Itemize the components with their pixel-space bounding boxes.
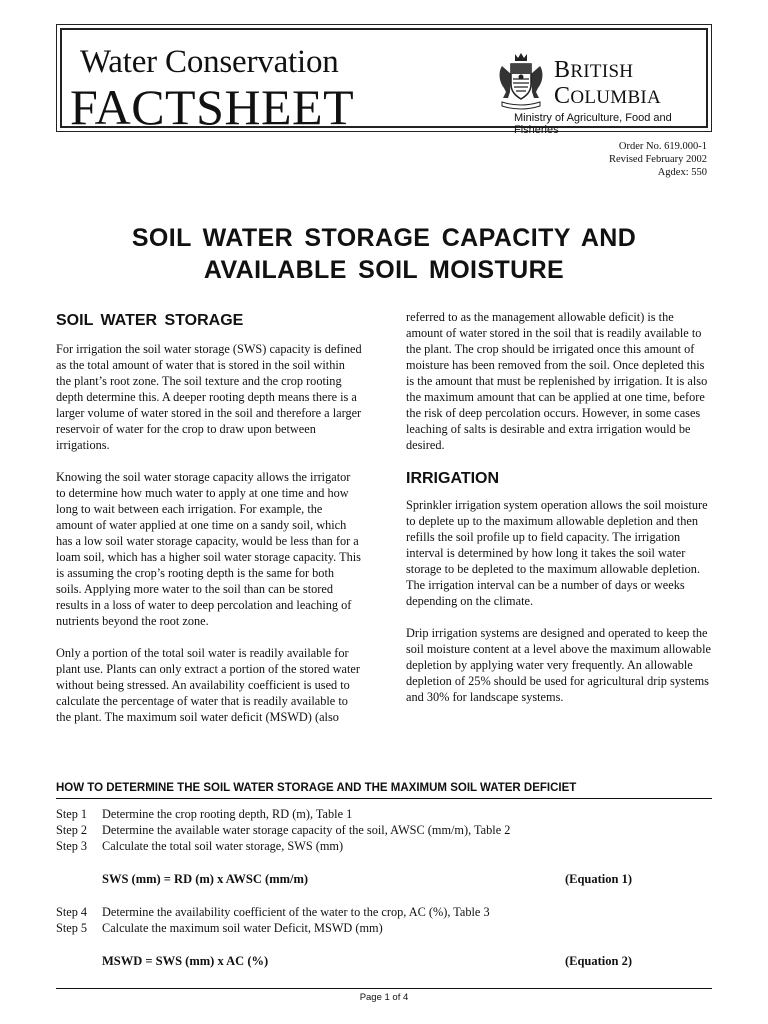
document-title <box>56 222 712 286</box>
section-heading-soil-water-storage: SOIL WATER STORAGE <box>56 312 244 329</box>
paragraph: Knowing the soil water storage capacity allows the irrigator to determine how much water to apply at one time and how long to wait between each irrigation. For example, the amount of water applied at one time on a sandy soil, which has a low soil water storage capacity, would be less than for a loam soil, which has a higher soil water storage capacity. This is assuming the crop’s rooting depth is the same for both soils. Applying more water to the soil than can be stored results in a loss of water to deep percolation and leaching of nutrients beyond the root zone. <box>56 470 361 628</box>
step-text: Calculate the total soil water storage, SWS (mm) <box>102 839 344 853</box>
equation-label: (Equation 1) <box>564 872 632 886</box>
step-number: Step 3 <box>56 839 88 853</box>
province-columbia: COLUMBIA <box>554 83 662 109</box>
steps-list <box>56 806 510 854</box>
masthead-box <box>56 24 712 136</box>
step-item <box>56 806 510 822</box>
step-text: Calculate the maximum soil water Deficit, MSWD (mm) <box>102 921 383 935</box>
section-heading-irrigation: IRRIGATION <box>406 470 500 487</box>
province-british: BRITISH <box>554 57 634 83</box>
equation-formula: MSWD = SWS (mm) x AC (%) <box>102 954 269 968</box>
step-text: Determine the availability coefficient of the water to the crop, AC (%), Table 3 <box>102 905 490 919</box>
step-text: Determine the crop rooting depth, RD (m), Table 1 <box>102 807 353 821</box>
ministry-name: Ministry of Agriculture, Food and Fisheries <box>514 112 672 136</box>
step-item <box>56 904 490 920</box>
paragraph: For irrigation the soil water storage (SWS) capacity is defined as the total amount of water that is stored in the soil within the plant’s root zone. The soil texture and the crop rooting depth determine this. A deeper rooting depth means there is a larger volume of water stored in the soil and therefore a larger reservoir of water for the crop to draw upon between irrigations. <box>56 342 362 452</box>
bc-coat-of-arms-icon <box>496 52 546 110</box>
agdex-code: Agdex: 550 <box>657 167 707 178</box>
step-item <box>56 838 510 854</box>
right-column <box>406 312 712 721</box>
paragraph: Only a portion of the total soil water is readily available for plant use. Plants can only extract a portion of the stored water without being stressed. An availability coefficient is used to calculate the percentage of water that is readily available to the plant. The maximum soil water deficit (MSWD) (also <box>56 646 360 724</box>
masthead-title-line2: FACTSHEET <box>70 79 355 135</box>
document-title-line1: SOIL WATER STORAGE CAPACITY AND <box>131 224 637 252</box>
footer-divider <box>56 988 712 989</box>
equation-2 <box>102 954 632 969</box>
step-number: Step 2 <box>56 823 88 837</box>
steps-list-2 <box>56 904 490 936</box>
order-info <box>609 140 707 179</box>
order-number: Order No. 619.000-1 <box>618 141 707 152</box>
step-number: Step 5 <box>56 921 88 935</box>
paragraph: Drip irrigation systems are designed and operated to keep the soil moisture content at a level above the maximum allowable depletion by applying water very frequently. An allowable depletion of 25% should be used for agricultural drip systems and 30% for landscape systems. <box>406 626 711 704</box>
paragraph: referred to as the management allowable deficit) is the amount of water stored in the soil that is readily available to the plant. The crop should be irrigated once this amount of moisture has been removed from the soil. Once depleted this is the amount that must be replenished by irrigation. It is also the maximum amount that can be applied at one time, before the risk of deep percolation occurs. However, in some cases leaching of salts is desirable and extra irrigation would be desired. <box>406 310 708 452</box>
how-to-heading: HOW TO DETERMINE THE SOIL WATER STORAGE AND THE MAXIMUM SOIL WATER DEFICIET <box>56 780 712 799</box>
page-number: Page 1 of 4 <box>359 992 409 1003</box>
step-item <box>56 822 510 838</box>
equation-1 <box>102 872 632 887</box>
equation-label: (Equation 2) <box>564 954 632 968</box>
masthead-inner-border <box>60 28 708 136</box>
equation-formula: SWS (mm) = RD (m) x AWSC (mm/m) <box>102 872 309 886</box>
paragraph: Sprinkler irrigation system operation allows the soil moisture to deplete up to the maximum allowable depletion and then refills the soil profile up to field capacity. The irrigation interval is determined by how long it takes the soil water storage to be depleted to the maximum allowable depletion. The irrigation interval can be a number of days or weeks depending on the climate. <box>406 498 708 608</box>
step-text: Determine the available water storage capacity of the soil, AWSC (mm/m), Table 2 <box>102 823 511 837</box>
left-column <box>56 312 362 741</box>
masthead-title-line1: Water Conservation <box>80 44 339 80</box>
revised-date: Revised February 2002 <box>609 154 707 165</box>
document-title-line2: AVAILABLE SOIL MOISTURE <box>203 256 565 284</box>
step-number: Step 4 <box>56 905 88 919</box>
step-number: Step 1 <box>56 807 88 821</box>
step-item <box>56 920 490 936</box>
province-wordmark <box>554 58 661 110</box>
